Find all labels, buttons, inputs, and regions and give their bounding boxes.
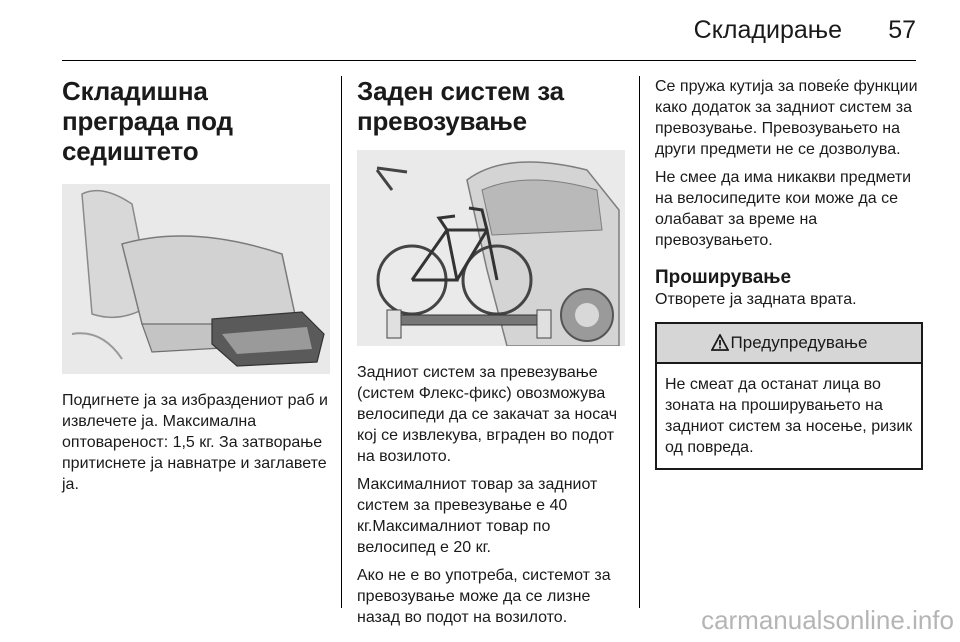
column-divider-1 — [341, 76, 342, 608]
seat-storage-drawer-illustration — [62, 184, 330, 374]
column-bike-carrier — [357, 76, 625, 635]
page-header — [0, 0, 960, 62]
bike-carrier-figure — [357, 150, 625, 346]
multi-box-text: Се пружа кутија за повеќе функции како додаток за задниот систем за превозување. Превозувањето на други предмети не се дозволува. — [655, 78, 918, 158]
header-rule — [62, 60, 916, 61]
column-seat-storage — [62, 76, 330, 502]
heading-seat-storage: Складишна преграда под седиштето — [62, 76, 233, 166]
warning-text: Не смеат да останат лица во зоната на проширувањето на задниот систем за носење, ризик од повреда. — [665, 376, 913, 456]
warning-body — [657, 364, 921, 468]
page-number: 57 — [888, 16, 916, 44]
column-divider-2 — [639, 76, 640, 608]
section-title: Складирање — [693, 16, 842, 44]
bike-carrier-text-1: Задниот систем за превезување (систем Флекс-фикс) овозможува велосипеди да се закачат за носач кој се извлекува, вграден во подот на возилото. — [357, 364, 618, 465]
warning-box — [655, 322, 923, 470]
bike-carrier-text-3: Ако не е во употреба, системот за превозување може да се лизне назад во подот на возилото. — [357, 567, 611, 626]
watermark: carmanualsonline.info — [701, 605, 954, 635]
bike-carrier-text-2: Максималниот товар за задниот систем за превезување е 40 кг.Максималниот товар по велосипед е 20 кг. — [357, 476, 598, 556]
heading-bike-carrier: Заден систем за превозување — [357, 76, 564, 136]
warning-header — [657, 324, 921, 364]
seat-storage-figure — [62, 184, 330, 374]
warning-triangle-icon — [711, 327, 729, 365]
warning-title: Предупредување — [730, 333, 868, 352]
loose-objects-text: Не смее да има никакви предмети на велосипедите кои може да се олабават за време на превозувањето. — [655, 169, 912, 249]
heading-extension: Проширување — [655, 267, 792, 288]
column-extension — [655, 76, 923, 470]
seat-storage-text: Подигнете ја за избраздениот раб и извлечете ја. Максимална оптовареност: 1,5 кг. За затворање притиснете ја навнатре и заглавете ја. — [62, 392, 328, 493]
rear-bicycle-carrier-illustration — [357, 150, 625, 346]
extension-text: Отворете ја задната врата. — [655, 291, 857, 308]
